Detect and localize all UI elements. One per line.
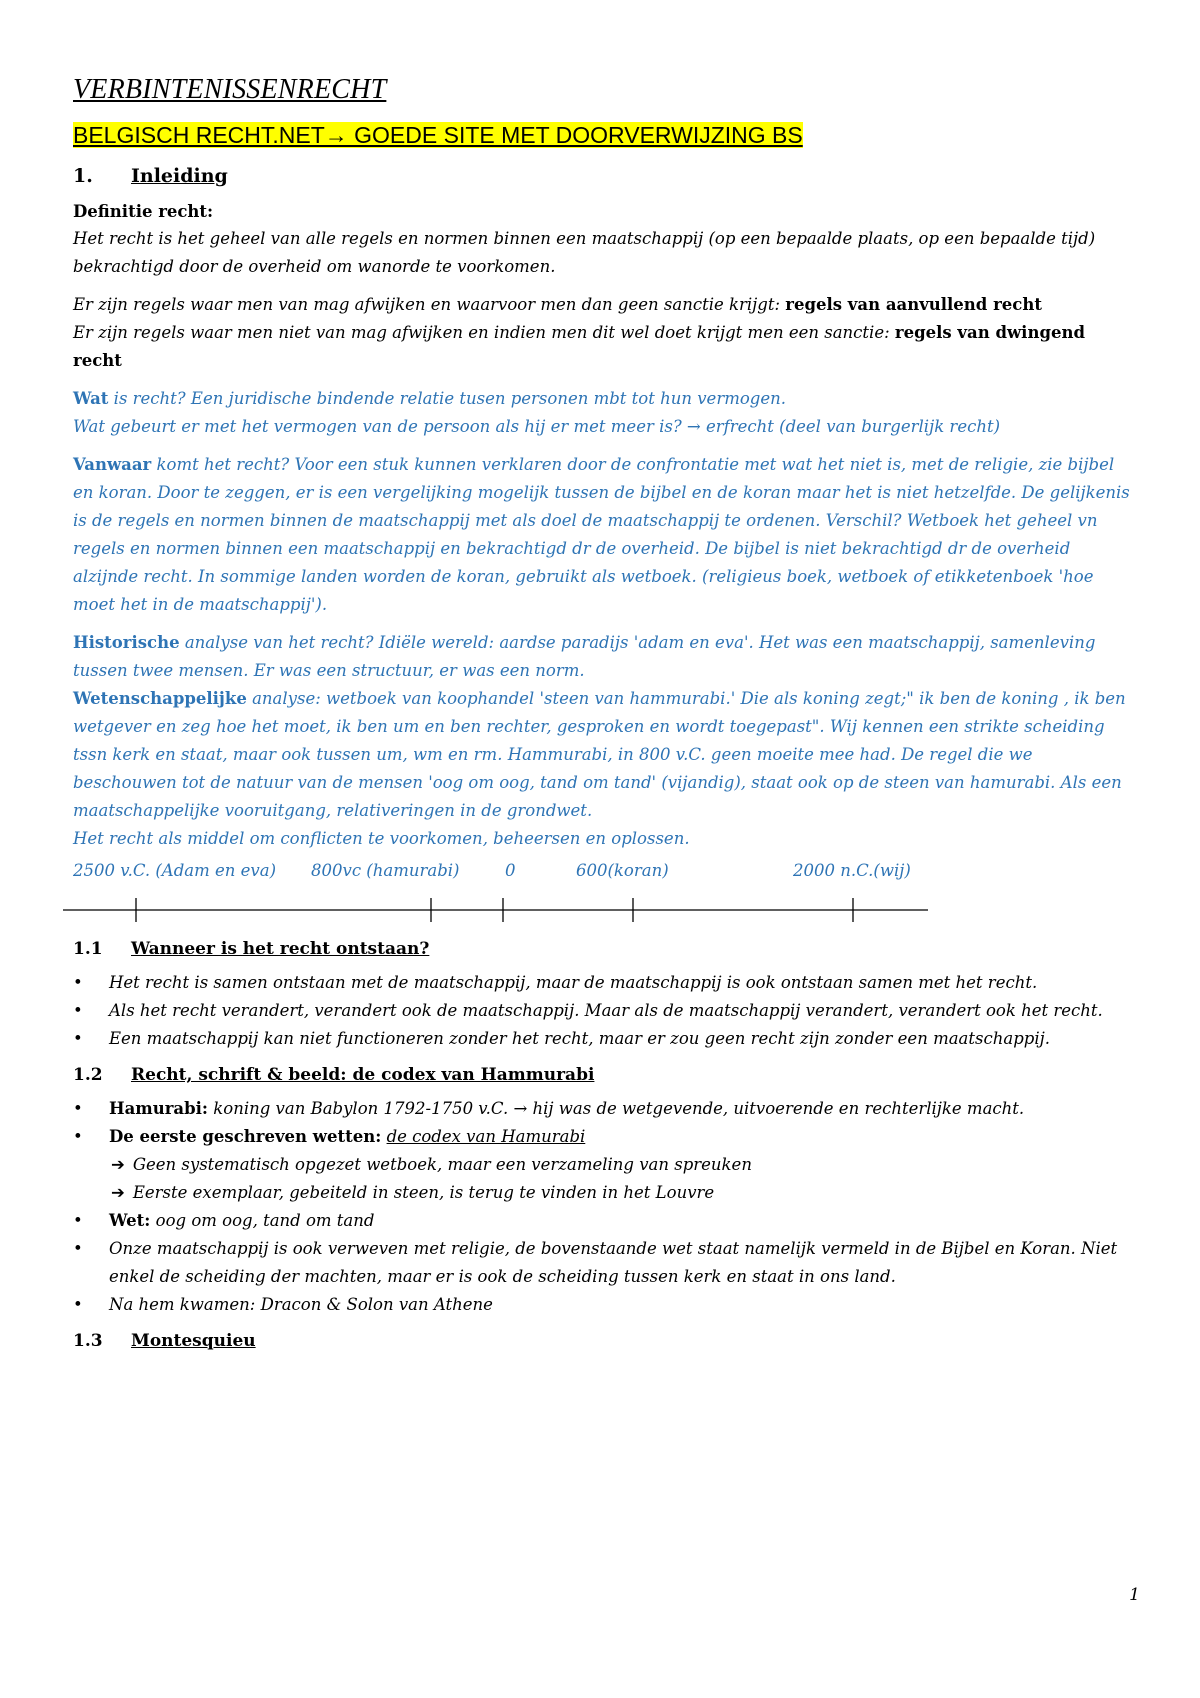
historische-paragraph xyxy=(73,629,1133,685)
timeline-label: 0 xyxy=(505,861,516,880)
sub-item: ➔ Geen systematisch opgezet wetboek, maar een verzameling van spreuken xyxy=(111,1155,752,1174)
page-number: 1 xyxy=(1129,1585,1140,1605)
section-title: Montesquieu xyxy=(131,1331,256,1351)
list-item: • De eerste geschreven wetten: de codex van Hamurabi ➔ Geen systematisch opgezet wetboek, maar een verzameling van spreuken ➔ Eerste exemplaar, gebeiteld in steen, is terug te vinden in het Louvre xyxy=(73,1123,1133,1207)
wat-paragraph xyxy=(73,385,1133,441)
historische-bold: Historische xyxy=(73,633,180,652)
section-number: 1. xyxy=(73,165,93,187)
section-title: Recht, schrift & beeld: de codex van Hammurabi xyxy=(131,1065,595,1085)
rules-1-text: Er zijn regels waar men van mag afwijken en waarvoor men dan geen sanctie krijgt: xyxy=(73,295,786,314)
list-item: • Als het recht verandert, verandert ook de maatschappij. Maar als de maatschappij verandert, verandert ook het recht. xyxy=(73,1001,1103,1020)
timeline-label: 600(koran) xyxy=(576,861,669,880)
list-item: • Het recht is samen ontstaan met de maatschappij, maar de maatschappij is ook ontstaan samen met het recht. xyxy=(73,973,1038,992)
wat-text-2: Wat gebeurt er met het vermogen van de persoon als hij er met meer is? → erfrecht (deel van burgerlijk recht) xyxy=(73,417,1001,436)
section-number: 1.2 xyxy=(73,1065,103,1085)
rules-1-bold: regels van aanvullend recht xyxy=(785,295,1042,314)
highlighted-note xyxy=(73,122,1133,149)
codex-link-text: de codex van Hamurabi xyxy=(386,1127,586,1146)
arrow-icon: ➔ xyxy=(111,1155,125,1174)
wetenschappelijke-paragraph xyxy=(73,685,1133,853)
timeline-labels xyxy=(73,861,1133,893)
timeline-label: 800vc (hamurabi) xyxy=(311,861,460,880)
rules-2-text: Er zijn regels waar men niet van mag afwijken en indien men dit wel doet krijgt men een sanctie: xyxy=(73,323,895,342)
wetenschappelijke-text-2: Het recht als middel om conflicten te voorkomen, beheersen en oplossen. xyxy=(73,829,690,848)
list-item: • Wet: oog om oog, tand om tand xyxy=(73,1211,375,1230)
sub-item: ➔ Eerste exemplaar, gebeiteld in steen, is terug te vinden in het Louvre xyxy=(111,1183,715,1202)
vanwaar-text: komt het recht? Voor een stuk kunnen verklaren door de confrontatie met wat het niet is, met de religie, zie bijbel en koran. Door te zeggen, er is een vergelijking mogelijk tussen de bijbel en de koran maar het is niet hetzelfde. De gelijkenis is de regels en normen binnen de maatschappij met als doel de maatschappij te ordenen. Verschil? Wetboek het geheel vn regels en normen binnen een maatschappij en bekrachtigd dr de overheid. De bijbel is niet bekrachtigd dr de overheid alzijnde recht. In sommige landen worden de koran, gebruikt als wetboek. (religieus boek, wetboek of etikketenboek 'hoe moet het in de maatschappij'). xyxy=(73,455,1130,614)
wetenschappelijke-text: analyse: wetboek van koophandel 'steen van hammurabi.' Die als koning zegt;" ik ben de koning , ik ben wetgever en zeg hoe het moet, ik ben um en ben rechter, gesproken en wordt toegepast". Wij kennen een strikte scheiding tssn kerk en staat, maar ook tussen um, wm en rm. Hammurabi, in 800 v.C. geen moeite mee had. De regel die we beschouwen tot de natuur van de mensen 'oog om oog, tand om tand' (vijandig), staat ook op de steen van hamurabi. Als een maatschappelijke vooruitgang, relativeringen in de grondwet. xyxy=(73,689,1126,820)
list-item: • Na hem kwamen: Dracon & Solon van Athene xyxy=(73,1295,493,1314)
section-title: Wanneer is het recht ontstaan? xyxy=(131,939,430,959)
timeline-label: 2000 n.C.(wij) xyxy=(793,861,911,880)
section-number: 1.1 xyxy=(73,939,103,959)
section-1-1-list xyxy=(73,969,1133,1053)
rules-2-bold: regels van dwingend recht xyxy=(73,323,1086,370)
section-1-1-heading xyxy=(73,939,1133,959)
list-item: • Onze maatschappij is ook verweven met religie, de bovenstaande wet staat namelijk vermeld in de Bijbel en Koran. Niet enkel de scheiding der machten, maar er is ook de scheiding tussen kerk en staat in ons land. xyxy=(73,1239,1118,1286)
definition-label: Definitie recht: xyxy=(73,202,214,221)
section-title: Inleiding xyxy=(131,165,228,187)
section-1-2-list xyxy=(73,1095,1133,1319)
section-1-2-heading xyxy=(73,1065,1133,1085)
timeline-label: 2500 v.C. (Adam en eva) xyxy=(73,861,277,880)
timeline-line xyxy=(63,893,933,927)
definition-text: Het recht is het geheel van alle regels en normen binnen een maatschappij (op een bepaalde plaats, op een bepaalde tijd) bekrachtigd door de overheid om wanorde te voorkomen. xyxy=(73,229,1096,276)
section-number: 1.3 xyxy=(73,1331,103,1351)
document-title: VERBINTENISSENRECHT xyxy=(73,74,387,105)
section-1-heading xyxy=(73,165,1133,187)
highlighted-note-text: BELGISCH RECHT.NET→ GOEDE SITE MET DOORVERWIJZING BS xyxy=(73,122,803,148)
wat-text: is recht? Een juridische bindende relatie tusen personen mbt tot hun vermogen. xyxy=(108,389,786,408)
vanwaar-bold: Vanwaar xyxy=(73,455,152,474)
section-1-3-heading xyxy=(73,1331,1133,1351)
document-content xyxy=(73,74,1133,1361)
vanwaar-paragraph xyxy=(73,451,1133,619)
historische-text: analyse van het recht? Idiële wereld: aardse paradijs 'adam en eva'. Het was een maatschappij, samenleving tussen twee mensen. Er was een structuur, er was een norm. xyxy=(73,633,1096,680)
list-item: • Hamurabi: koning van Babylon 1792-1750 v.C. → hij was de wetgevende, uitvoerende en rechterlijke macht. xyxy=(73,1099,1025,1118)
wetenschappelijke-bold: Wetenschappelijke xyxy=(73,689,247,708)
wat-bold: Wat xyxy=(73,389,109,408)
arrow-icon: ➔ xyxy=(111,1183,125,1202)
rules-paragraph xyxy=(73,291,1133,375)
list-item: • Een maatschappij kan niet functioneren zonder het recht, maar er zou geen recht zijn zonder een maatschappij. xyxy=(73,1029,1050,1048)
